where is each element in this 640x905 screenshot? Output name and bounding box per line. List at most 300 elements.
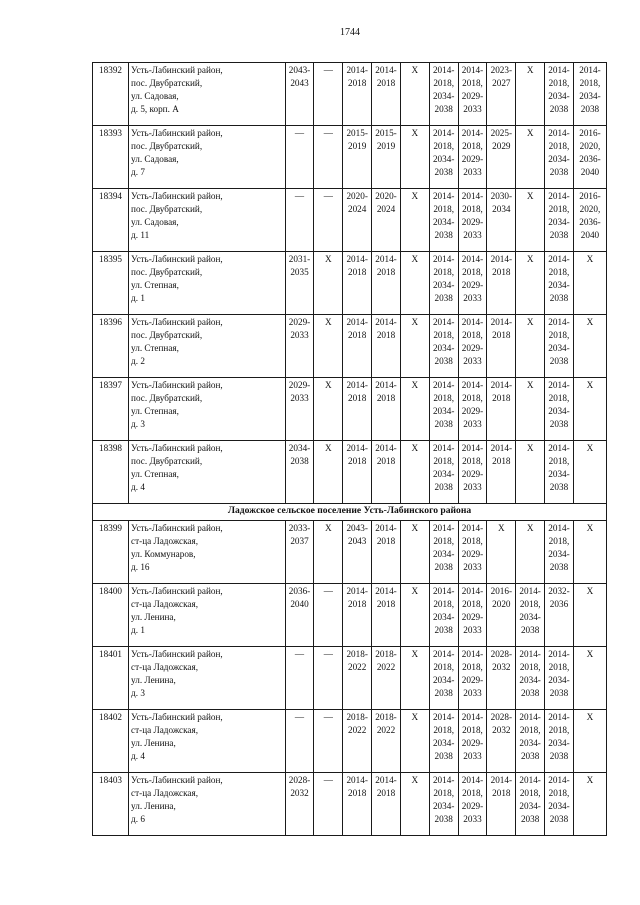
period-line: 2034- xyxy=(519,737,541,748)
address-line: д. 2 xyxy=(131,355,145,366)
period-line: 2018, xyxy=(433,787,454,798)
address-line: пос. Двубратский, xyxy=(131,77,203,88)
period-cell-c10 xyxy=(545,441,574,504)
period-line: 2014- xyxy=(346,586,368,596)
period-cell-c1 xyxy=(285,189,314,252)
period-cell-c5 xyxy=(400,252,429,315)
address-line: д. 3 xyxy=(131,418,145,429)
period-line: — xyxy=(323,775,333,785)
period-line: 2029- xyxy=(461,342,484,353)
period-line: 2018- xyxy=(346,649,368,659)
address-line: ул. Степная, xyxy=(131,405,179,416)
period-line: 2018, xyxy=(462,661,483,672)
period-line: 2018 xyxy=(376,787,396,798)
period-line: 2014- xyxy=(346,775,368,785)
period-line: X xyxy=(526,523,534,533)
period-line: 2034- xyxy=(432,342,455,353)
period-cell-c9 xyxy=(516,189,545,252)
period-line: 2018 xyxy=(347,329,367,340)
period-cell-c11 xyxy=(573,584,606,647)
period-line: 2018, xyxy=(519,661,541,672)
period-cell-c9 xyxy=(516,441,545,504)
period-cell-c7 xyxy=(458,521,487,584)
period-line: X xyxy=(498,523,505,533)
period-line: 2029- xyxy=(461,800,484,811)
period-line: 2016- xyxy=(490,586,513,596)
period-line: 2014- xyxy=(461,254,484,264)
period-line: 2014- xyxy=(490,317,513,327)
table-row xyxy=(93,441,607,504)
period-line: 2018, xyxy=(433,724,454,735)
period-line: 2018, xyxy=(433,329,454,340)
address-line: Усть-Лабинский район, xyxy=(131,523,223,533)
period-line: 2014- xyxy=(461,775,484,785)
period-line: 2018 xyxy=(492,392,511,403)
period-cell-c1 xyxy=(285,710,314,773)
period-cell-c8 xyxy=(487,252,516,315)
period-cell-c7 xyxy=(458,584,487,647)
period-line: 2033- xyxy=(288,523,311,533)
period-cell-c9 xyxy=(516,63,545,126)
period-line: 2020, xyxy=(579,140,601,151)
period-line: 2014- xyxy=(432,254,455,264)
period-line: 2018, xyxy=(462,77,483,88)
period-line: 2034- xyxy=(548,342,570,353)
period-line: 2014- xyxy=(461,712,484,722)
period-cell-c10 xyxy=(545,647,574,710)
period-line: 2033 xyxy=(463,750,482,761)
period-cell-c5 xyxy=(400,647,429,710)
period-cell-c10 xyxy=(545,252,574,315)
period-line: 2028- xyxy=(490,712,513,722)
address-cell xyxy=(129,647,286,710)
period-line: 2036- xyxy=(579,216,601,227)
period-line: 2018, xyxy=(548,787,570,798)
period-line: X xyxy=(526,191,534,201)
period-line: 2018, xyxy=(462,598,483,609)
period-line: X xyxy=(586,712,594,722)
period-line: 2029- xyxy=(461,279,484,290)
period-cell-c4 xyxy=(372,647,401,710)
period-line: 2014- xyxy=(519,649,541,659)
period-cell-c4 xyxy=(372,584,401,647)
record-number: 18396 xyxy=(93,315,129,378)
period-line: 2033 xyxy=(463,624,482,635)
address-line: ул. Ленина, xyxy=(131,611,176,622)
period-line: 2018, xyxy=(433,661,454,672)
period-line: 2018, xyxy=(519,598,541,609)
period-line: 2029 xyxy=(492,140,511,151)
record-number: 18400 xyxy=(93,584,129,647)
period-line: 2016- xyxy=(579,191,601,201)
address-line: пос. Двубратский, xyxy=(131,455,203,466)
period-line: 2034- xyxy=(432,548,455,559)
period-line: 2014- xyxy=(432,523,455,533)
period-cell-c6 xyxy=(429,315,458,378)
period-cell-c3 xyxy=(343,378,372,441)
period-cell-c6 xyxy=(429,521,458,584)
period-line: 2014- xyxy=(346,317,368,327)
address-line: пос. Двубратский, xyxy=(131,392,203,403)
period-line: 2034 xyxy=(492,203,511,214)
period-line: — xyxy=(294,649,305,659)
period-line: 2034- xyxy=(432,90,455,101)
period-line: 2038 xyxy=(520,813,540,824)
period-cell-c6 xyxy=(429,252,458,315)
period-line: 2038 xyxy=(549,813,569,824)
address-line: ул. Ленина, xyxy=(131,800,176,811)
period-line: 2018, xyxy=(433,392,454,403)
period-line: 2018, xyxy=(462,266,483,277)
period-line: 2028- xyxy=(288,775,311,785)
period-line: X xyxy=(526,254,534,264)
period-line: 2018- xyxy=(346,712,368,722)
period-line: 2034- xyxy=(548,468,570,479)
period-line: 2018, xyxy=(433,266,454,277)
address-line: ул. Степная, xyxy=(131,342,179,353)
period-line: X xyxy=(411,523,419,533)
period-line: 2018, xyxy=(548,329,570,340)
period-cell-c5 xyxy=(400,378,429,441)
period-line: X xyxy=(586,586,594,596)
period-line: 2033 xyxy=(463,103,482,114)
period-cell-c10 xyxy=(545,126,574,189)
period-cell-c10 xyxy=(545,63,574,126)
period-cell-c8 xyxy=(487,189,516,252)
period-line: 2034- xyxy=(548,405,570,416)
period-line: 2038 xyxy=(549,229,569,240)
period-line: X xyxy=(526,380,534,390)
table-row xyxy=(93,63,607,126)
period-line: 2028- xyxy=(490,649,513,659)
period-cell-c2 xyxy=(314,647,343,710)
period-line: 2038 xyxy=(434,292,453,303)
period-line: 2014- xyxy=(432,443,455,453)
period-line: 2014- xyxy=(490,254,513,264)
period-cell-c3 xyxy=(343,63,372,126)
period-line: 2018 xyxy=(376,266,396,277)
period-line: 2014- xyxy=(490,380,513,390)
period-cell-c3 xyxy=(343,126,372,189)
period-line: 2034- xyxy=(519,800,541,811)
period-line: 2040 xyxy=(580,166,600,177)
period-line: 2016- xyxy=(579,128,601,138)
period-line: 2014- xyxy=(548,191,570,201)
period-line: 2033 xyxy=(463,561,482,572)
period-line: 2014- xyxy=(548,380,570,390)
period-line: — xyxy=(294,712,305,722)
period-line: 2038 xyxy=(434,813,453,824)
period-line: 2034- xyxy=(548,674,570,685)
period-line: 2018, xyxy=(462,724,483,735)
period-cell-c4 xyxy=(372,315,401,378)
address-line: ст-ца Ладожская, xyxy=(131,598,199,609)
period-line: 2033 xyxy=(463,418,482,429)
period-line: 2018, xyxy=(579,77,601,88)
period-line: 2014- xyxy=(461,128,484,138)
period-cell-c1 xyxy=(285,647,314,710)
period-cell-c1 xyxy=(285,584,314,647)
period-cell-c11 xyxy=(573,315,606,378)
period-line: X xyxy=(325,254,332,264)
period-line: 2033 xyxy=(463,687,482,698)
period-line: X xyxy=(411,380,419,390)
period-cell-c3 xyxy=(343,521,372,584)
address-line: Усть-Лабинский район, xyxy=(131,254,223,264)
period-line: 2014- xyxy=(375,254,397,264)
table-row xyxy=(93,521,607,584)
address-line: Усть-Лабинский район, xyxy=(131,380,223,390)
period-cell-c4 xyxy=(372,252,401,315)
address-line: д. 11 xyxy=(131,229,150,240)
period-cell-c11 xyxy=(573,126,606,189)
period-line: 2035 xyxy=(290,266,309,277)
period-line: 2014- xyxy=(548,649,570,659)
period-line: 2018, xyxy=(433,140,454,151)
address-line: Усть-Лабинский район, xyxy=(131,128,223,138)
period-cell-c2 xyxy=(314,189,343,252)
period-line: 2018 xyxy=(492,266,511,277)
address-line: Усть-Лабинский район, xyxy=(131,65,223,75)
period-cell-c9 xyxy=(516,710,545,773)
period-cell-c2 xyxy=(314,315,343,378)
period-cell-c8 xyxy=(487,315,516,378)
address-line: ул. Садовая, xyxy=(131,153,179,164)
period-line: 2019 xyxy=(376,140,396,151)
period-cell-c10 xyxy=(545,710,574,773)
period-line: 2014- xyxy=(490,443,513,453)
period-line: 2018, xyxy=(462,203,483,214)
period-line: 2038 xyxy=(549,481,569,492)
record-number: 18398 xyxy=(93,441,129,504)
period-cell-c8 xyxy=(487,710,516,773)
address-line: д. 1 xyxy=(131,624,145,635)
period-cell-c5 xyxy=(400,63,429,126)
period-cell-c1 xyxy=(285,126,314,189)
period-cell-c9 xyxy=(516,126,545,189)
period-cell-c1 xyxy=(285,378,314,441)
period-cell-c6 xyxy=(429,647,458,710)
period-cell-c3 xyxy=(343,189,372,252)
period-cell-c2 xyxy=(314,584,343,647)
period-line: 2040 xyxy=(290,598,309,609)
period-cell-c1 xyxy=(285,252,314,315)
period-line: 2014- xyxy=(432,775,455,785)
period-cell-c6 xyxy=(429,773,458,836)
period-line: 2018, xyxy=(519,724,541,735)
period-cell-c10 xyxy=(545,378,574,441)
period-line: 2034- xyxy=(548,800,570,811)
address-line: д. 1 xyxy=(131,292,145,303)
period-cell-c4 xyxy=(372,189,401,252)
period-cell-c2 xyxy=(314,773,343,836)
period-line: 2038 xyxy=(549,355,569,366)
period-line: 2014- xyxy=(461,65,484,75)
period-line: 2014- xyxy=(548,443,570,453)
table-row xyxy=(93,189,607,252)
record-number: 18395 xyxy=(93,252,129,315)
period-line: 2018- xyxy=(375,649,397,659)
period-line: 2014- xyxy=(346,380,368,390)
period-cell-c9 xyxy=(516,773,545,836)
period-line: 2034- xyxy=(288,443,311,453)
period-line: 2018 xyxy=(347,266,367,277)
period-line: — xyxy=(323,128,333,138)
period-cell-c4 xyxy=(372,378,401,441)
period-line: 2038 xyxy=(434,481,453,492)
period-line: 2014- xyxy=(432,65,455,75)
period-cell-c9 xyxy=(516,647,545,710)
period-line: 2018 xyxy=(376,455,396,466)
period-line: 2018, xyxy=(548,266,570,277)
period-line: 2034- xyxy=(579,90,601,101)
period-cell-c8 xyxy=(487,647,516,710)
period-line: 2018 xyxy=(376,329,396,340)
period-cell-c10 xyxy=(545,521,574,584)
period-line: 2018, xyxy=(548,140,570,151)
period-line: 2014- xyxy=(461,586,484,596)
period-line: 2038 xyxy=(549,418,569,429)
period-line: X xyxy=(411,443,419,453)
period-line: 2029- xyxy=(288,317,311,327)
period-line: 2029- xyxy=(461,468,484,479)
period-line: 2032 xyxy=(492,661,511,672)
period-line: 2027 xyxy=(492,77,511,88)
period-line: X xyxy=(325,523,332,533)
period-line: 2029- xyxy=(461,737,484,748)
period-cell-c1 xyxy=(285,63,314,126)
period-line: 2038 xyxy=(434,355,453,366)
period-cell-c8 xyxy=(487,126,516,189)
period-line: 2014- xyxy=(548,128,570,138)
period-line: 2014- xyxy=(375,317,397,327)
period-line: 2033 xyxy=(463,481,482,492)
period-line: — xyxy=(323,65,333,75)
period-line: 2018, xyxy=(433,203,454,214)
address-line: д. 5, корп. А xyxy=(131,103,179,114)
period-line: 2032- xyxy=(548,586,570,596)
period-cell-c3 xyxy=(343,647,372,710)
period-line: 2014- xyxy=(461,443,484,453)
period-cell-c3 xyxy=(343,315,372,378)
address-cell xyxy=(129,189,286,252)
record-number: 18393 xyxy=(93,126,129,189)
period-cell-c10 xyxy=(545,773,574,836)
period-cell-c2 xyxy=(314,378,343,441)
period-line: 2034- xyxy=(432,468,455,479)
period-cell-c3 xyxy=(343,252,372,315)
period-line: 2037 xyxy=(290,535,309,546)
period-line: 2018, xyxy=(548,724,570,735)
period-cell-c5 xyxy=(400,126,429,189)
record-number: 18397 xyxy=(93,378,129,441)
period-cell-c11 xyxy=(573,378,606,441)
period-cell-c4 xyxy=(372,773,401,836)
address-line: Усть-Лабинский район, xyxy=(131,317,223,327)
period-line: 2014- xyxy=(375,443,397,453)
record-number: 18401 xyxy=(93,647,129,710)
period-line: 2033 xyxy=(290,329,309,340)
period-line: 2034- xyxy=(432,279,455,290)
table-row xyxy=(93,378,607,441)
period-line: 2018 xyxy=(347,77,367,88)
period-line: 2018 xyxy=(376,535,396,546)
period-line: 2029- xyxy=(461,548,484,559)
period-line: 2014- xyxy=(461,317,484,327)
address-line: ул. Садовая, xyxy=(131,216,179,227)
period-line: 2034- xyxy=(519,611,541,622)
address-line: Усть-Лабинский район, xyxy=(131,712,223,722)
table-row xyxy=(93,126,607,189)
period-line: 2014- xyxy=(519,586,541,596)
period-cell-c6 xyxy=(429,126,458,189)
period-cell-c6 xyxy=(429,189,458,252)
period-line: 2018, xyxy=(462,140,483,151)
period-line: X xyxy=(586,523,594,533)
period-line: 2014- xyxy=(346,65,368,75)
period-line: X xyxy=(526,65,534,75)
period-line: X xyxy=(411,65,419,75)
period-cell-c4 xyxy=(372,441,401,504)
period-line: 2033 xyxy=(290,392,309,403)
period-line: 2024 xyxy=(347,203,367,214)
period-line: 2033 xyxy=(463,355,482,366)
period-cell-c4 xyxy=(372,521,401,584)
period-cell-c9 xyxy=(516,378,545,441)
period-line: 2029- xyxy=(461,90,484,101)
period-line: X xyxy=(411,586,419,596)
period-cell-c7 xyxy=(458,126,487,189)
section-header-row xyxy=(93,504,607,521)
period-line: — xyxy=(323,712,333,722)
period-line: 2029- xyxy=(461,216,484,227)
period-cell-c8 xyxy=(487,441,516,504)
address-cell xyxy=(129,710,286,773)
address-line: ул. Садовая, xyxy=(131,90,179,101)
address-cell xyxy=(129,315,286,378)
period-line: 2014- xyxy=(519,775,541,785)
address-cell xyxy=(129,773,286,836)
address-cell xyxy=(129,63,286,126)
period-line: 2038 xyxy=(549,750,569,761)
period-cell-c8 xyxy=(487,63,516,126)
period-cell-c5 xyxy=(400,189,429,252)
period-line: 2019 xyxy=(347,140,367,151)
period-cell-c2 xyxy=(314,252,343,315)
period-line: 2029- xyxy=(288,380,311,390)
period-cell-c5 xyxy=(400,441,429,504)
address-line: д. 16 xyxy=(131,561,150,572)
period-cell-c7 xyxy=(458,63,487,126)
period-cell-c9 xyxy=(516,315,545,378)
period-line: 2022 xyxy=(347,661,367,672)
period-line: 2014- xyxy=(579,65,601,75)
period-cell-c6 xyxy=(429,441,458,504)
period-line: — xyxy=(294,191,305,201)
period-line: 2033 xyxy=(463,813,482,824)
record-number: 18402 xyxy=(93,710,129,773)
period-line: 2014- xyxy=(548,712,570,722)
period-line: 2038 xyxy=(549,687,569,698)
table-row xyxy=(93,584,607,647)
period-line: 2018, xyxy=(462,329,483,340)
address-line: ст-ца Ладожская, xyxy=(131,535,199,546)
period-line: 2038 xyxy=(549,561,569,572)
period-cell-c11 xyxy=(573,63,606,126)
period-line: — xyxy=(323,586,333,596)
period-line: 2015- xyxy=(375,128,397,138)
period-cell-c2 xyxy=(314,521,343,584)
